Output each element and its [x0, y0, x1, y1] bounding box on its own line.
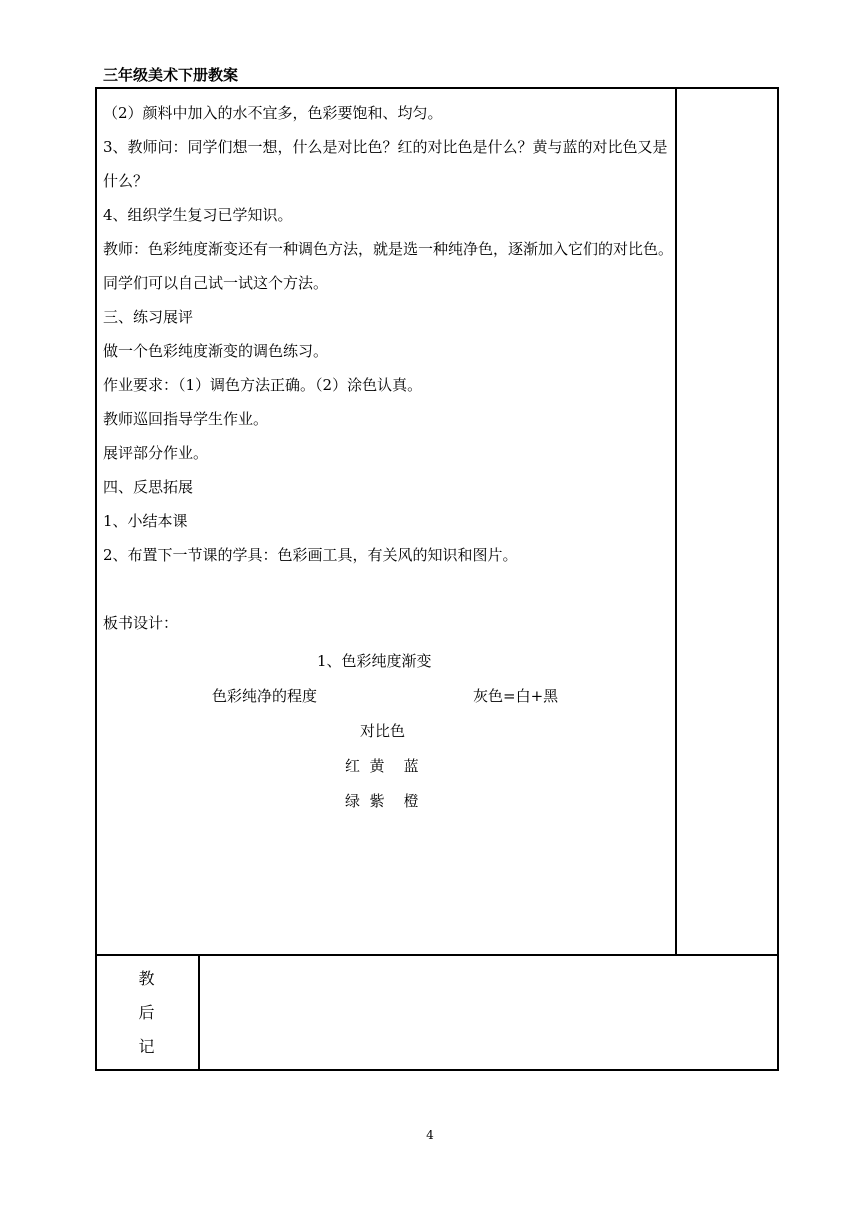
board-right-item: 灰色=白+黑 [473, 687, 559, 705]
table-notes-column-divider [675, 88, 677, 955]
page-header-title: 三年级美术下册教案 [103, 66, 239, 84]
notes-label-char: 后 [138, 1002, 155, 1022]
board-center-item: 对比色 [360, 722, 406, 740]
body-line: 2、布置下一节课的学具：色彩画工具，有关风的知识和图片。 [103, 546, 518, 564]
board-title: 1、色彩纯度渐变 [317, 652, 432, 670]
body-line: （2）颜料中加入的水不宜多，色彩要饱和、均匀。 [103, 104, 443, 122]
board-color-row-2: 绿 紫 橙 [345, 792, 419, 810]
after-class-notes-label [95, 956, 198, 1069]
section-heading: 四、反思拓展 [103, 478, 194, 496]
body-line: 教师：色彩纯度渐变还有一种调色方法，就是选一种纯净色，逐渐加入它们的对比色。同学们可以自己试一试这个方法。 [103, 240, 674, 292]
table-left-border [95, 88, 97, 1071]
body-line: 做一个色彩纯度渐变的调色练习。 [103, 342, 329, 360]
body-line: 作业要求：（1）调色方法正确。（2）涂色认真。 [103, 376, 423, 394]
body-line: 1、小结本课 [103, 512, 188, 530]
table-label-column-divider [198, 955, 200, 1070]
table-right-border [777, 88, 779, 1071]
board-color-row-1: 红 黄 蓝 [345, 757, 419, 775]
lesson-content [103, 96, 675, 640]
section-heading: 三、练习展评 [103, 308, 194, 326]
body-line: 展评部分作业。 [103, 444, 209, 462]
board-design-label: 板书设计： [103, 614, 179, 632]
notes-label-char: 记 [138, 1036, 155, 1056]
notes-label-char: 教 [138, 968, 155, 988]
body-line: 4、组织学生复习已学知识。 [103, 206, 293, 224]
board-left-item: 色彩纯净的程度 [212, 687, 318, 705]
body-line: 3、教师问：同学们想一想，什么是对比色？红的对比色是什么？黄与蓝的对比色又是什么？ [103, 138, 668, 190]
body-line: 教师巡回指导学生作业。 [103, 410, 269, 428]
page-number: 4 [426, 1128, 434, 1142]
